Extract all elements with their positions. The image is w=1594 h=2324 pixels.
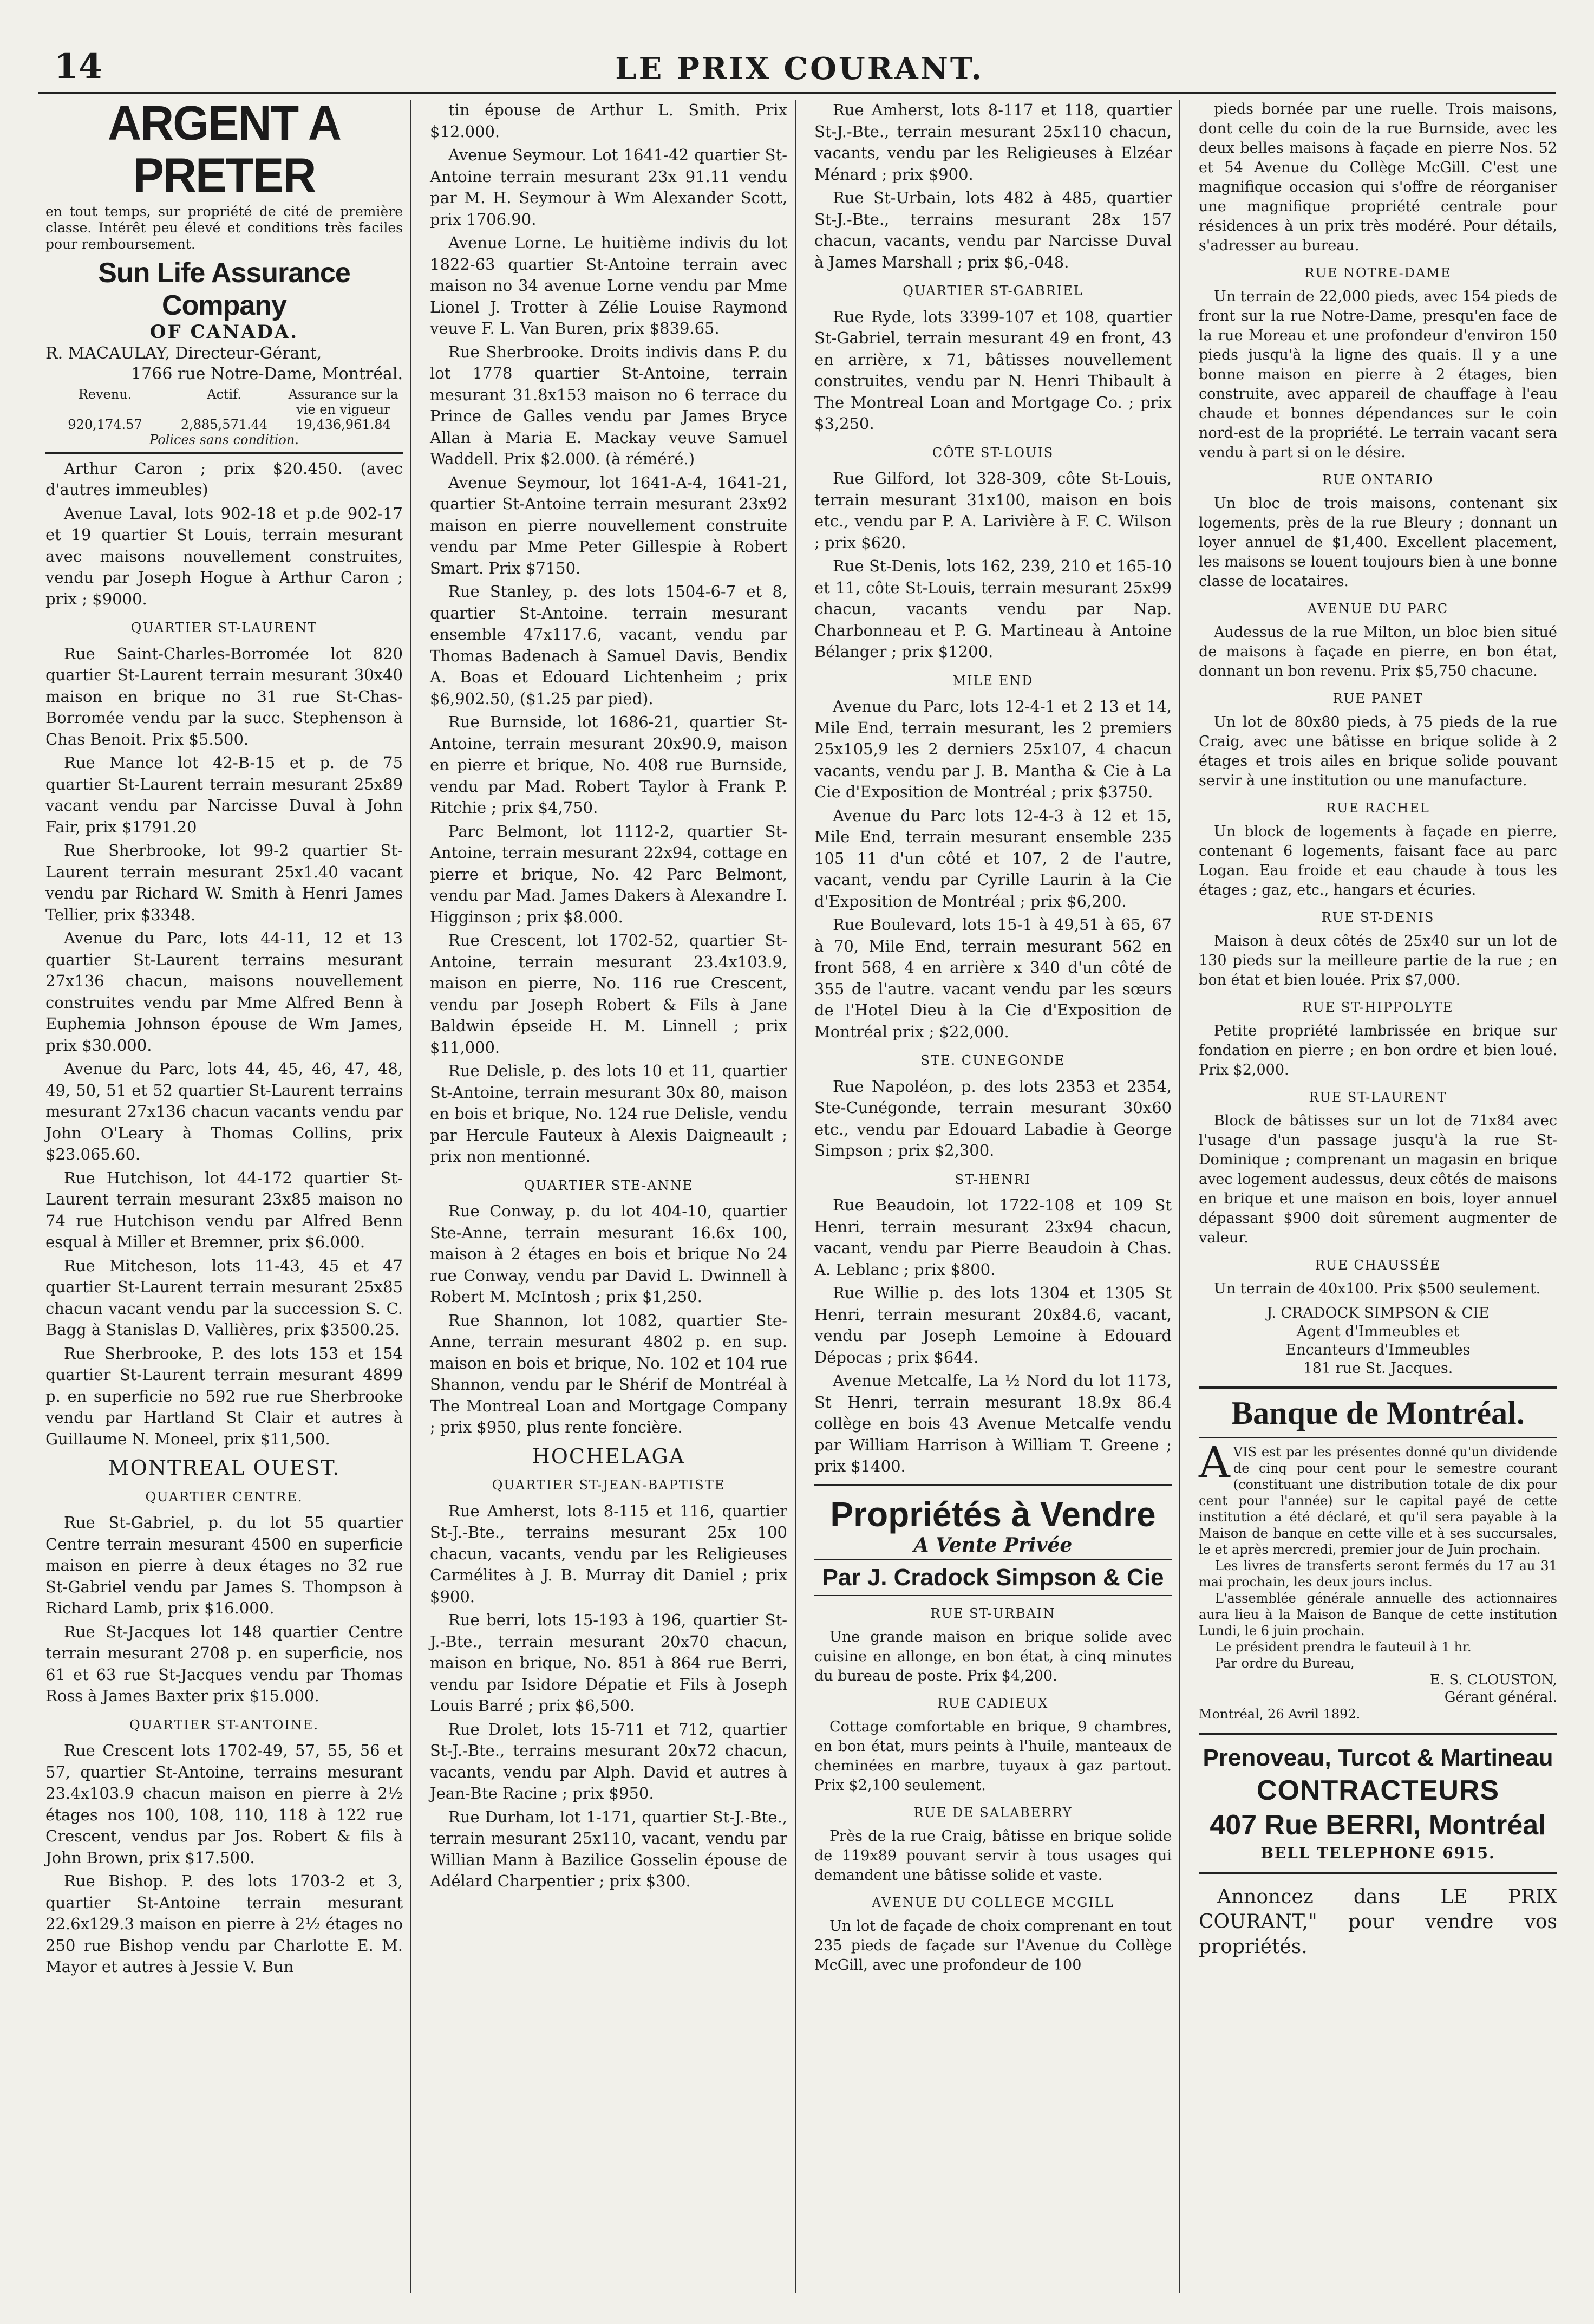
signer-title: Gérant général. [1444,1689,1557,1705]
columns [38,100,1556,2293]
column-1 [38,100,411,2293]
contractors-advertisement [1199,1733,1557,1874]
notice-date: Montréal, 26 Avril 1892. [1199,1707,1361,1722]
article-paragraph: Avenue du Parc, lots 12-4-1 et 2 13 et 14, Mile End, terrain mesurant, les 2 premiers 25x105,9 les 2 derniers 25x107, 4 chacun vacants, vendu par J. B. Mantha & Cie à La Cie d'Exposition de Montréal ; prix $3750. [814,697,1172,801]
section-heading: RUE ST-LAURENT [1309,1090,1447,1105]
section-heading: STE. CUNEGONDE [920,1053,1066,1068]
article-paragraph: Rue Stanley, p. des lots 1504-6-7 et 8, quartier St-Antoine. terrain mesurant ensemble 47x117.6, vacant, vendu par Thomas Badenach à Samuel Davis, Bendix A. Boas et Edouard Lichtenheim ; prix $6,902.50, ($1.25 par pied). [430,582,787,708]
page-number: 14 [54,46,103,87]
properties-ad-title: Propriétés à Vendre [814,1484,1172,1535]
annoncez-notice: Annoncez dans LE PRIX COURANT," pour vendre vos propriétés. [1199,1885,1557,1958]
section-heading-large: HOCHELAGA [532,1444,685,1468]
table-header-revenu: Revenu. [78,386,132,402]
listing-paragraph: Un lot de façade de choix comprenant en tout 235 pieds de façade sur l'Avenue du Collège McGill, avec une profondeur de 100 [814,1918,1172,1974]
ad-director: R. MACAULAY, Directeur-Gérant, [45,343,322,363]
article-paragraph: Arthur Caron ; prix $20.450. (avec d'autres immeubles) [45,459,403,499]
table-note: Polices sans condition. [149,432,299,447]
article-paragraph: Rue St-Denis, lots 162, 239, 210 et 165-10 et 11, côte St-Louis, terrain mesurant 25x99 chacun, vacants vendu par Nap. Charbonneau et P. G. Martineau à Antoine Bélanger ; prix $1200. [814,557,1172,661]
section-heading: MILE END [952,673,1034,688]
section-heading: RUE PANET [1332,691,1423,706]
article-paragraph: Rue Saint-Charles-Borromée lot 820 quartier St-Laurent terrain mesurant 30x40 maison en brique no 31 rue St-Chas-Borromée vendu par la succ. Stephenson à Chas Benoit. Prix $5.500. [45,644,403,748]
article-paragraph: Avenue Metcalfe, La ½ Nord du lot 1173, St Henri, terrain mesurant 18.9x 86.4 collège en bois 43 Avenue Metcalfe vendu par William Harrison à William T. Greene ; prix $1400. [814,1371,1172,1475]
article-paragraph: Rue Durham, lot 1-171, quartier St-J.-Bte., terrain mesurant 25x110, vacant, vendu par Willian Mann à Bazilice Gosselin épouse de Adélard Charpentier ; prix $300. [430,1807,787,1890]
table-header-actif: Actif. [207,386,241,402]
listing-paragraph: Cottage comfortable en brique, 9 chambres, en bon état, murs peints à l'huile, manteaux de cheminées en marbre, tuyaux à gaz partout. Prix $2,100 seulement. [814,1718,1172,1794]
listing-paragraph: Un terrain de 40x100. Prix $500 seulement. [1214,1280,1541,1297]
article-paragraph: Rue Burnside, lot 1686-21, quartier St-Antoine, terrain mesurant 20x90.9, maison en pierre et brique, No. 408 rue Burnside, vendu par Mad. Robert Taylor à Frank P. Ritchie ; prix $4,750. [430,713,787,817]
article-paragraph: Rue Willie p. des lots 1304 et 1305 St Henri, terrain mesurant 20x84.6, vacant, vendu par Joseph Lemoine à Edouard Dépocas ; prix $644. [814,1284,1172,1366]
masthead-title: LE PRIX COURANT. [615,51,984,87]
listing-paragraph: Block de bâtisses sur un lot de 71x84 avec l'usage d'un passage jusqu'à la rue St-Dominique ; comprenant un magasin en brique avec logement audessus, deux côtés de maisons en brique et une maison en bois, loyer annuel dépassant $900 doit sûrement augmenter de valeur. [1199,1112,1557,1246]
listing-paragraph: Près de la rue Craig, bâtisse en brique solide de 119x89 pouvant servir à tous usages qui demandent une bâtisse solide et vaste. [814,1828,1172,1884]
article-paragraph: Avenue Laval, lots 902-18 et p.de 902-17 et 19 quartier St Louis, terrain mesurant avec maisons nouvellement construites, vendu par Joseph Hogue à Arthur Caron ; prix ; $9000. [45,504,403,608]
drop-cap: A [1199,1437,1230,1488]
section-heading: RUE DE SALABERRY [913,1805,1073,1820]
notice-paragraph: Les livres de transferts seront fermés du 17 au 31 mai prochain, les deux jours inclus. [1199,1558,1557,1590]
section-heading: QUARTIER ST-JEAN-BAPTISTE [492,1477,726,1493]
table-value-revenu: 920,174.57 [68,416,142,432]
article-paragraph: Avenue Lorne. Le huitième indivis du lot 1822-63 quartier St-Antoine terrain avec maison no 34 avenue Lorne vendu par Mme Lionel J. Trotter à Zélie Louise Raymond veuve F. L. Van Buren, prix $839.65. [430,233,787,337]
section-heading: QUARTIER ST-LAURENT [130,620,318,635]
article-paragraph: Rue Conway, p. du lot 404-10, quartier Ste-Anne, terrain mesurant 16.6x 100, maison à 2 étages en bois et brique No 24 rue Conway, vendu par David L. Dwinnell à Robert M. McIntosh ; prix $1,250. [430,1202,787,1306]
section-heading: RUE RACHEL [1326,800,1430,816]
section-heading: RUE NOTRE-DAME [1304,265,1452,281]
article-paragraph: Rue Delisle, p. des lots 10 et 11, quartier St-Antoine, terrain mesurant 30x 80, maison en bois et brique, No. 124 rue Delisle, vendu par Hercule Fauteux à Alexis Daigneault ; prix non mentionné. [430,1062,787,1166]
article-paragraph: Avenue du Parc lots 12-4-3 à 12 et 15, Mile End, terrain mesurant ensemble 235 105 11 d'un côté et 107, 2 de l'autre, vacant, vendu par Cyrille Laurin à la Cie d'Exposition de Montréal ; prix $6,200. [814,806,1172,910]
article-paragraph: Rue St-Gabriel, p. du lot 55 quartier Centre terrain mesurant 4500 en superficie maison en pierre à deux étages no 32 rue St-Gabriel vendu par James S. Thompson à Richard Lamb, prix $16.000. [45,1513,403,1617]
listing-paragraph: Une grande maison en brique solide avec cuisine en allonge, en bon état, à cinq minutes du bureau de poste. Prix $4,200. [814,1629,1172,1684]
sunlife-advertisement [45,100,403,454]
section-heading: RUE ST-DENIS [1321,910,1435,925]
section-heading: AVENUE DU PARC [1307,601,1449,616]
article-paragraph: Rue Boulevard, lots 15-1 à 49,51 à 65, 67 à 70, Mile End, terrain mesurant 562 en front 568, 4 en arrière x 340 d'un côté de 355 de l'autre. vacant vendu par les sœurs de l'Hotel Dieu à la Cie d'Exposition de Montréal prix ; $22,000. [814,915,1172,1041]
financial-table [45,387,403,447]
listing-paragraph: Un block de logements à façade en pierre, contenant 6 logements, faisant face au parc Logan. Eau froide et eau chaude à tous les étages ; gaz, etc., hangars et écuries. [1199,823,1557,899]
column-3 [807,100,1180,2293]
section-heading: RUE CADIEUX [937,1696,1049,1711]
ad-company-name: Sun Life Assurance Company [98,257,350,321]
article-paragraph: Avenue du Parc, lots 44, 45, 46, 47, 48, 49, 50, 51 et 52 quartier St-Laurent terrains mesurant 27x136 chacun vacants vendu par John O'Leary à Thomas Collins, prix $23.065.60. [45,1059,403,1163]
listing-paragraph: Un lot de 80x80 pieds, à 75 pieds de la rue Craig, avec une bâtisse en brique solide à 2 étages et trois ailes en brique solide pouvant servir à une institution ou une manufacture. [1199,714,1557,789]
section-heading: QUARTIER ST-ANTOINE. [129,1717,319,1733]
signer-name: E. S. CLOUSTON, [1429,1672,1557,1688]
contractors-names: Prenoveau, Turcot & Martineau [1203,1744,1553,1771]
listing-paragraph: Audessus de la rue Milton, un bloc bien situé de maisons à façade en pierre, en bon état, donnant un bon revenu. Prix $5,750 chacune. [1199,624,1557,680]
ad-address: 1766 rue Notre-Dame, Montréal. [131,364,403,383]
properties-ad-agent: Par J. Cradock Simpson & Cie [814,1559,1172,1596]
section-heading: RUE ST-HIPPOLYTE [1302,1000,1454,1015]
listing-paragraph: pieds bornée par une ruelle. Trois maisons, dont celle du coin de la rue Burnside, avec les deux belles maisons à façade en pierre Nos. 52 et 54 Avenue du Collège McGill. C'est une magnifique occasion qui s'offre de réorganiser une magnifique propriété centrale pour résidences à un prix très modéré. Pour détails, s'adresser au bureau. [1199,101,1557,254]
listing-paragraph: Un terrain de 22,000 pieds, avec 154 pieds de front sur la rue Notre-Dame, presqu'en face de la rue Moreau et une profondeur d'environ 150 pieds jusqu'à la ligne des quais. Il y a une bonne maison en pierre à 2 étages, bien construite, avec appareil de chauffage à l'eau chaude et bonnes dépendances sur le coin nord-est de la propriété. Le terrain vacant sera vendu à part si on le désire. [1199,288,1557,461]
ad-subtitle: en tout temps, sur propriété de cité de première classe. Intérêt peu élevé et conditions très faciles pour remboursement. [45,204,403,252]
ad-company-sub: OF CANADA. [149,321,299,343]
article-paragraph: Rue Napoléon, p. des lots 2353 et 2354, Ste-Cunégonde, terrain mesurant 30x60 etc., vendu par Edouard Labadie à George Simpson ; prix $2,300. [814,1077,1172,1160]
contractors-address: 407 Rue BERRI, Montréal [1210,1809,1546,1841]
article-paragraph: Avenue du Parc, lots 44-11, 12 et 13 quartier St-Laurent terrains mesurant 27x136 chacun, maisons nouvellement construites vendu par Mme Alfred Benn à Euphemia Johnson épouse de Wm James, prix $30.000. [45,929,403,1054]
article-paragraph: Parc Belmont, lot 1112-2, quartier St-Antoine, terrain mesurant 22x94, cottage en pierre et brique, No. 42 Parc Belmont, vendu par Mad. James Dakers à Alexandre I. Higginson ; prix $8.000. [430,822,787,926]
table-value-actif: 2,885,571.44 [180,416,268,432]
article-paragraph: Avenue Seymour. Lot 1641-42 quartier St-Antoine terrain mesurant 23x 91.11 vendu par M. H. Seymour à Wm Alexander Scott, prix 1706.90. [430,146,787,229]
section-heading: RUE CHAUSSÉE [1315,1258,1441,1273]
notice-text: VIS est par les présentes donné qu'un dividende de cinq pour cent pour le semestre courant (constituant une distribution totale de dix pour cent pour l'année) sur le capital payé de cette institution a été déclaré, et qu'il sera payable à la Maison de banque en cette ville et à ses succursales, le et après mercredi, premier jour de Juin prochain. [1199,1444,1557,1557]
article-paragraph: Avenue Seymour, lot 1641-A-4, 1641-21, quartier St-Antoine terrain mesurant 23x92 maison en pierre nouvellement construite vendu par Mme Peter Gillespie à Robert Smart. Prix $7150. [430,473,787,577]
article-paragraph: Rue Crescent lots 1702-49, 57, 55, 56 et 57, quartier St-Antoine, terrains mesurant 23.4x103.9 chacun maison en pierre à 2½ étages nos 100, 108, 110, 118 à 122 rue Crescent, vendus par Jos. Robert & fils à John Brown, prix $17.500. [45,1741,403,1867]
agent-role: Agent d'Immeubles et [1296,1323,1460,1340]
article-paragraph: Rue Mance lot 42-B-15 et p. de 75 quartier St-Laurent terrain mesurant 25x89 vacant vendu par Narcisse Duval à John Fair, prix $1791.20 [45,753,403,836]
article-paragraph: Rue Gilford, lot 328-309, côte St-Louis, terrain mesurant 31x100, maison en bois etc., vendu par P. A. Larivière à F. C. Wilson ; prix $620. [814,469,1172,552]
agent-address: 181 rue St. Jacques. [1303,1360,1453,1377]
contractors-telephone: BELL TELEPHONE 6915. [1260,1844,1495,1862]
section-heading: ST-HENRI [955,1171,1031,1187]
bank-signoff [1199,1671,1557,1706]
notice-paragraph: Le président prendra le fauteuil à 1 hr. [1215,1639,1472,1655]
agent-name: J. CRADOCK SIMPSON & CIE [1266,1305,1490,1322]
article-paragraph: tin épouse de Arthur L. Smith. Prix $12.000. [430,101,787,141]
article-paragraph: Rue Sherbrooke. Droits indivis dans P. du lot 1778 quartier St-Antoine, terrain mesurant 31.8x153 maison no 6 terrace du Prince de Galles vendu par James Bryce Allan à Maria E. Mackay veuve Samuel Waddell. Prix $2.000. (à réméré.) [430,342,787,468]
article-paragraph: Rue Amherst, lots 8-115 et 116, quartier St-J.-Bte., terrains mesurant 25x 100 chacun, vacants, vendu par les Religieuses Carmélites à J. B. Murray dit Daniel ; prix $900. [430,1501,787,1606]
article-paragraph: Rue Shannon, lot 1082, quartier Ste-Anne, terrain mesurant 4802 p. en sup. maison en bois et brique, No. 102 et 104 rue Shannon, vendu par le Shérif de Montréal à The Montreal Loan and Mortgage Company ; prix $950, plus rente foncière. [430,1311,787,1436]
section-heading: RUE ST-URBAIN [930,1606,1056,1621]
section-heading-large: MONTREAL OUEST. [108,1456,341,1480]
article-paragraph: Rue St-Jacques lot 148 quartier Centre terrain mesurant 2708 p. en superficie, nos 61 et 63 rue St-Jacques vendu par Thomas Ross à James Baxter prix $15.000. [45,1622,403,1705]
section-heading: AVENUE DU COLLEGE MCGILL [872,1895,1114,1910]
article-paragraph: Rue Sherbrooke, lot 99-2 quartier St-Laurent terrain mesurant 25x1.40 vacant vendu par Richard W. Smith à Henri James Tellier, prix $3348. [45,841,403,924]
article-paragraph: Rue Mitcheson, lots 11-43, 45 et 47 quartier St-Laurent terrain mesurant 25x85 chacun vacant vendu par la succession S. C. Bagg à Stanislas D. Vallières, prix $3500.25. [45,1256,403,1339]
article-paragraph: Rue Ryde, lots 3399-107 et 108, quartier St-Gabriel, terrain mesurant 49 en front, 43 en arrière, x 71, bâtisses nouvellement construites, vendu par N. Henri Thibault à The Montreal Loan and Mortgage Co. ; prix $3,250. [814,307,1172,433]
agent-role-2: Encanteurs d'Immeubles [1285,1342,1471,1358]
listing-paragraph: Maison à deux côtés de 25x40 sur un lot de 130 pieds sur la meilleure partie de la rue ; en bon état et bien louée. Prix $7,000. [1199,933,1557,988]
article-paragraph: Rue Bishop. P. des lots 1703-2 et 3, quartier St-Antoine terrain mesurant 22.6x129.3 maison en pierre à 2½ étages no 250 rue Bishop vendu par Charlotte E. M. Mayor et autres à Jessie V. Bun [45,1872,403,1976]
listing-paragraph: Un bloc de trois maisons, contenant six logements, près de la rue Bleury ; donnant un loyer annuel de $1,400. Excellent placement, les maisons se louent toujours bien à une bonne classe de locataires. [1199,495,1557,590]
section-heading: QUARTIER ST-GABRIEL [903,283,1083,298]
page-header [38,38,1556,94]
table-value-assurance: 19,436,961.84 [296,416,391,432]
contractors-label: CONTRACTEURS [1256,1775,1500,1806]
article-paragraph: Rue Crescent, lot 1702-52, quartier St-Antoine, terrain mesurant 23.4x103.9, maison en pierre, No. 116 rue Crescent, vendu par Joseph Robert & Fils à Jane Baldwin épseide H. M. Linnell ; prix $11,000. [430,931,787,1057]
article-paragraph: Rue St-Urbain, lots 482 à 485, quartier St-J.-Bte., terrains mesurant 28x 157 chacun, vacants, vendu par Narcisse Duval à James Marshall ; prix $6,-048. [814,188,1172,271]
bank-notice [1199,1437,1557,1671]
column-2 [422,100,796,2293]
section-heading: RUE ONTARIO [1322,472,1434,487]
bank-title: Banque de Montréal. [1199,1386,1557,1438]
table-header-assurance: Assurance sur la vie en vigueur [288,386,398,417]
article-paragraph: Rue Drolet, lots 15-711 et 712, quartier St-J.-Bte., terrains mesurant 20x72 chacun, vacants, vendu par Alph. David et autres à Jean-Bte Racine ; prix $950. [430,1720,787,1802]
section-heading: QUARTIER CENTRE. [145,1489,303,1505]
article-paragraph: Rue Sherbrooke, P. des lots 153 et 154 quartier St-Laurent terrain mesurant 4899 p. en superficie no 592 rue rue Sherbrooke vendu par Hartland St Clair et autres à Guillaume N. Moneel, prix $11,500. [45,1344,403,1448]
article-paragraph: Rue Hutchison, lot 44-172 quartier St-Laurent terrain mesurant 23x85 maison no 74 rue Hutchison vendu par Alfred Benn esqual à Miller et Bremner, prix $6.000. [45,1168,403,1251]
article-paragraph: Rue Beaudoin, lot 1722-108 et 109 St Henri, terrain mesurant 23x94 chacun, vacant, vendu par Pierre Beaudoin à Chas. A. Leblanc ; prix $800. [814,1196,1172,1279]
article-paragraph: Rue Amherst, lots 8-117 et 118, quartier St-J.-Bte., terrain mesurant 25x110 chacun, vacants, vendu par les Religieuses à Elzéar Ménard ; prix $900. [814,101,1172,184]
section-heading: QUARTIER STE-ANNE [524,1177,694,1193]
section-heading: CÔTE ST-LOUIS [932,445,1054,460]
article-paragraph: Rue berri, lots 15-193 à 196, quartier St-J.-Bte., terrain mesurant 20x70 chacun, maison en brique, No. 851 à 864 rue Berri, vendu par Isidore Dépatie et Fils à Joseph Louis Barré ; prix $6,500. [430,1611,787,1715]
notice-paragraph: L'assemblée générale annuelle des actionnaires aura lieu à la Maison de Banque de cette institution Lundi, le 6 juin prochain. [1199,1591,1557,1638]
properties-list-continued [1199,100,1557,1378]
properties-list [814,1604,1172,1975]
listing-paragraph: Petite propriété lambrissée en brique sur fondation en pierre ; en bon ordre et bien loué. Prix $2,000. [1199,1023,1557,1078]
properties-ad-subtitle: A Vente Privée [913,1533,1073,1557]
agent-signature [1199,1304,1557,1378]
ad-title: ARGENT A PRETER [108,100,341,203]
notice-paragraph: Par ordre du Bureau, [1215,1656,1355,1671]
column-4 [1191,100,1565,2293]
